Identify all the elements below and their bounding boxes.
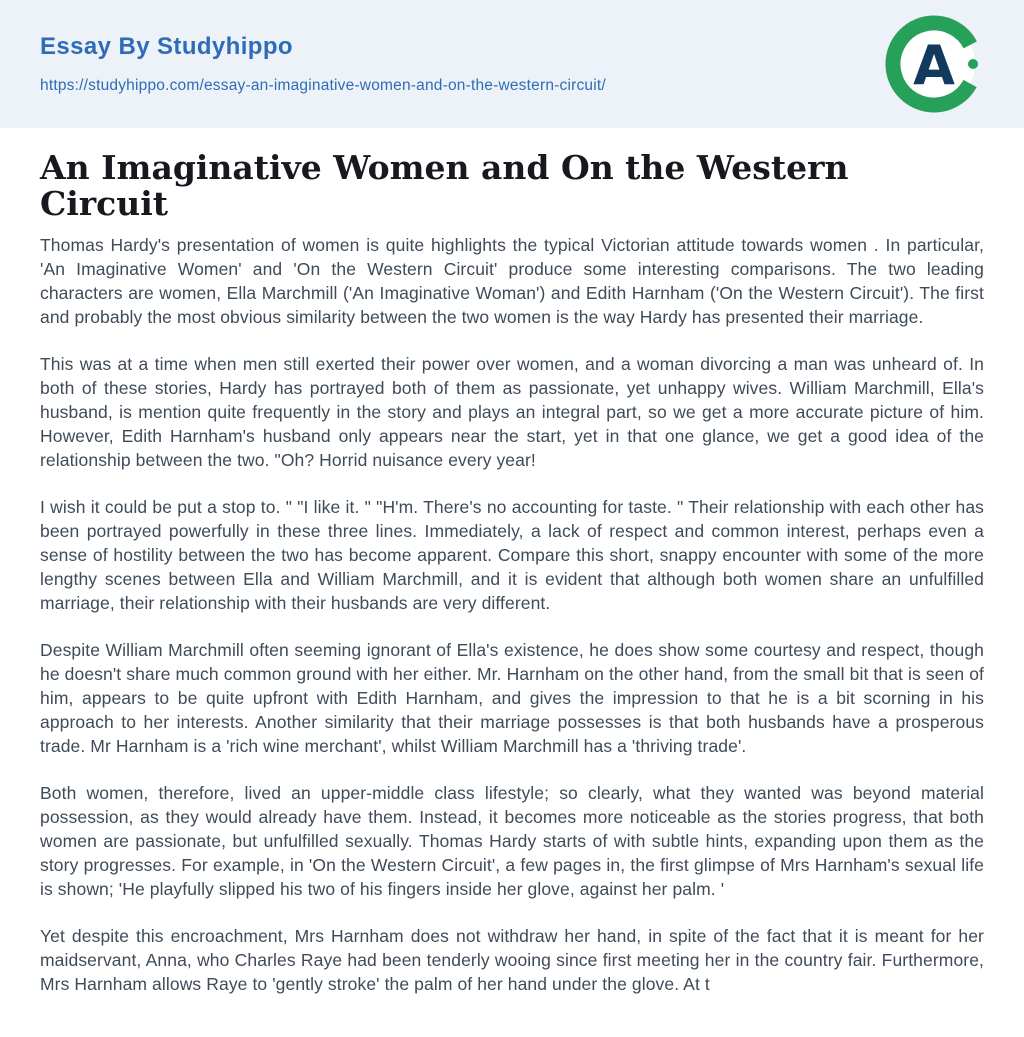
studyhippo-logo-icon[interactable] (884, 14, 984, 114)
paragraph-6: Yet despite this encroachment, Mrs Harnham does not withdraw her hand, in spite of the fact that it is meant for her maidservant, Anna, who Charles Raye had been tenderly wooing since first meeting her in the country fair. Furthermore, Mrs Harnham allows Raye to 'gently stroke' the palm of her hand under the glove. At t (40, 925, 984, 994)
paragraph-1: Thomas Hardy's presentation of women is quite highlights the typical Victorian attitude towards women . In particular, 'An Imaginative Women' and 'On the Western Circuit' produce some interesting comparisons. The two leading characters are women, Ella Marchmill ('An Imaginative Woman') and Edith Harnham ('On the Western Circuit'). The first and probably the most obvious similarity between the two women is the way Hardy has presented their marriage. (40, 234, 984, 327)
header-text (40, 33, 606, 95)
article-content (0, 128, 1024, 996)
header (0, 0, 1024, 128)
site-title: Essay By Studyhippo (40, 33, 293, 60)
paragraph-3: I wish it could be put a stop to. " "I like it. " "H'm. There's no accounting for taste. " Their relationship with each other has been portrayed powerfully in these three lines. Immediately, a lack of respect and common interest, perhaps even a sense of hostility between the two has become apparent. Compare this short, snappy encounter with some of the more lengthy scenes between Ella and William Marchmill, and it is evident that although both women share an unfulfilled marriage, their relationship with their husbands are very different. (40, 496, 984, 613)
paragraph-4: Despite William Marchmill often seeming ignorant of Ella's existence, he does show some courtesy and respect, though he doesn't share much common ground with her either. Mr. Harnham on the other hand, from the small bit that is seen of him, appears to be quite upfront with Edith Harnham, and gives the impression to that he is a bit scorning in his approach to her interests. Another similarity that their marriage possesses is that both husbands have a prosperous trade. Mr Harnham is a 'rich wine merchant', whilst William Marchmill has a 'thriving trade'. (40, 639, 984, 756)
article-title: An Imaginative Women and On the Western Circuit (40, 148, 849, 224)
article-body (40, 233, 984, 996)
essay-url-link[interactable]: https://studyhippo.com/essay-an-imaginative-women-and-on-the-western-circuit/ (40, 77, 606, 94)
logo-letter: A (913, 34, 955, 97)
paragraph-2: This was at a time when men still exerted their power over women, and a woman divorcing a man was unheard of. In both of these stories, Hardy has portrayed both of them as passionate, yet unhappy wives. William Marchmill, Ella's husband, is mention quite frequently in the story and plays an integral part, so we get a more accurate picture of him. However, Edith Harnham's husband only appears near the start, yet in that one glance, we get a good idea of the relationship between the two. "Oh? Horrid nuisance every year! (40, 353, 984, 470)
paragraph-5: Both women, therefore, lived an upper-middle class lifestyle; so clearly, what they wanted was beyond material possession, as they would already have them. Instead, it becomes more noticeable as the stories progress, that both women are passionate, but unfulfilled sexually. Thomas Hardy starts of with subtle hints, expanding upon them as the story progresses. For example, in 'On the Western Circuit', a few pages in, the first glimpse of Mrs Harnham's sexual life is shown; 'He playfully slipped his two of his fingers inside her glove, against her palm. ' (40, 782, 984, 899)
